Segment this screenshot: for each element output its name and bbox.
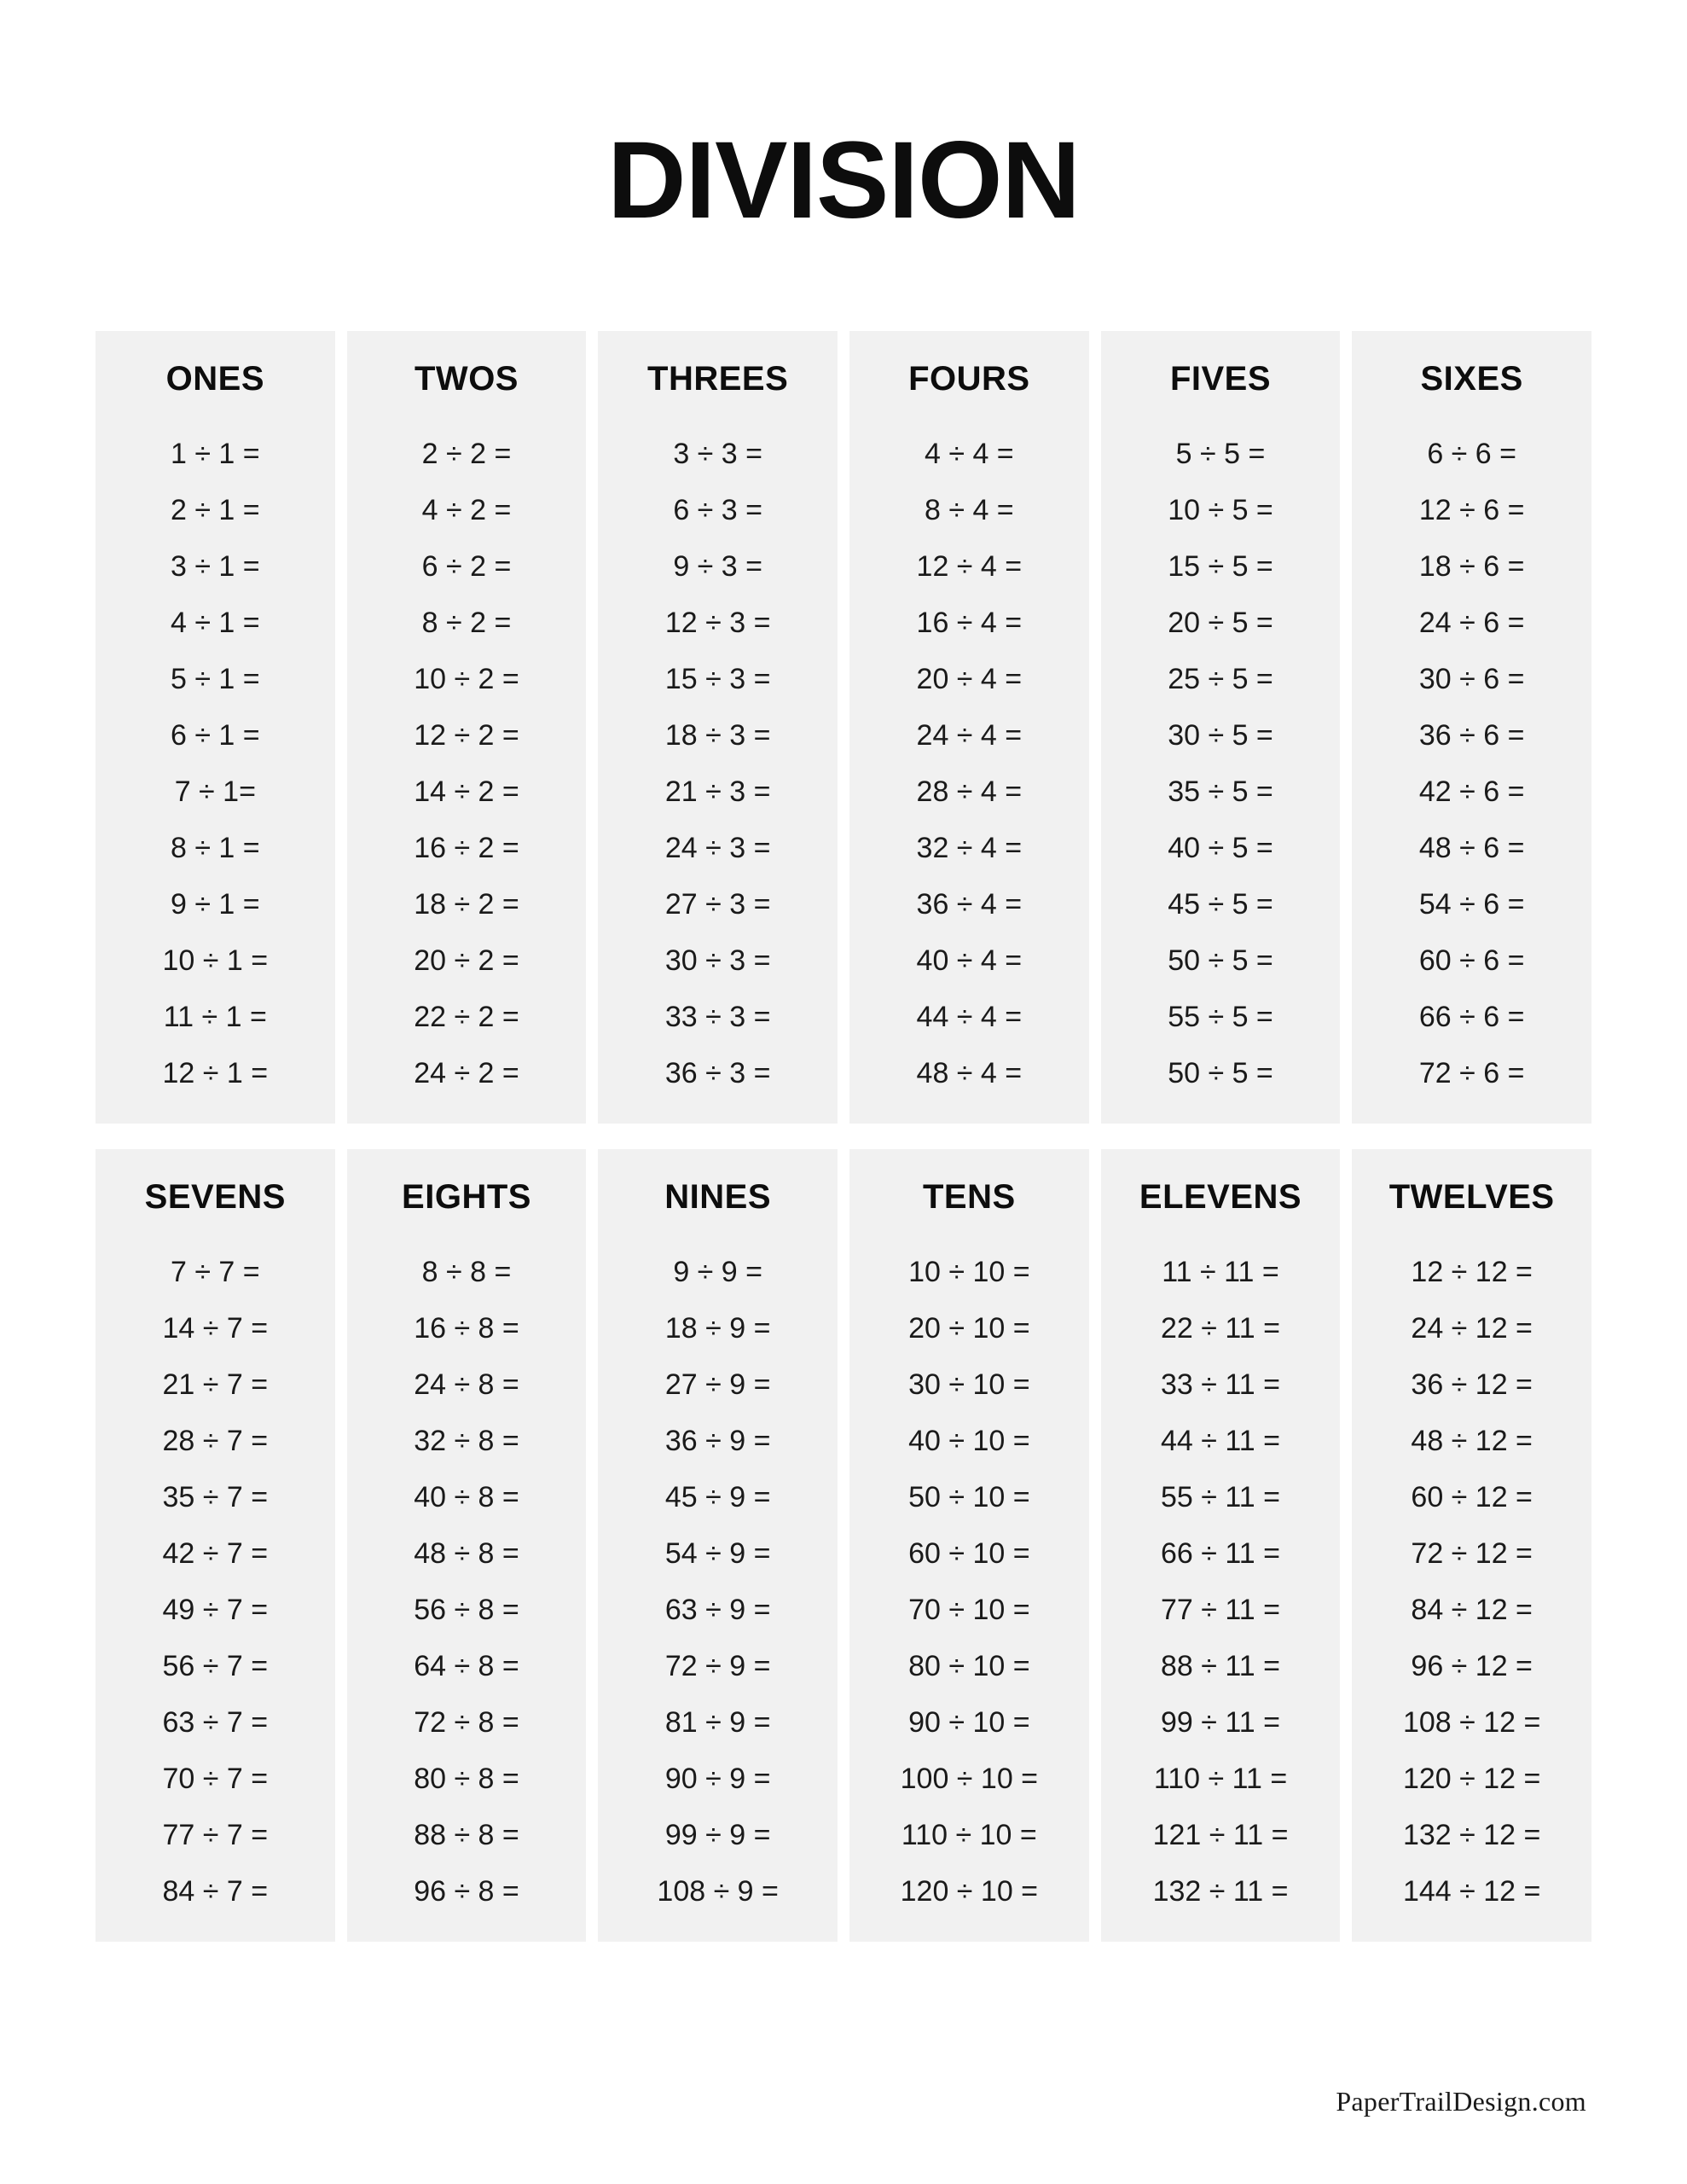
equation-item: 132 ÷ 12 = — [1402, 1819, 1541, 1851]
equation-item: 16 ÷ 4 = — [916, 607, 1023, 639]
equation-item: 20 ÷ 2 = — [414, 944, 519, 977]
equation-item: 7 ÷ 1= — [174, 775, 256, 808]
equation-item: 44 ÷ 11 = — [1161, 1425, 1280, 1457]
equation-item: 6 ÷ 1 = — [170, 719, 260, 752]
equation-list — [347, 439, 587, 1088]
equation-list — [1101, 1258, 1341, 1906]
equation-item: 40 ÷ 10 = — [908, 1425, 1030, 1457]
equation-list — [849, 439, 1089, 1088]
equation-item: 3 ÷ 3 = — [673, 438, 762, 470]
equation-item: 35 ÷ 7 = — [162, 1481, 269, 1513]
column-row-top — [0, 331, 1687, 1124]
equation-item: 20 ÷ 4 = — [916, 663, 1023, 695]
equation-item: 108 ÷ 9 = — [657, 1875, 779, 1908]
equation-item: 12 ÷ 3 = — [664, 607, 771, 639]
equation-item: 60 ÷ 6 = — [1418, 944, 1525, 977]
equation-list — [849, 1258, 1089, 1906]
equation-item: 90 ÷ 10 = — [908, 1706, 1030, 1739]
equation-item: 70 ÷ 10 = — [908, 1594, 1030, 1626]
equation-item: 20 ÷ 10 = — [908, 1312, 1030, 1345]
equation-item: 2 ÷ 1 = — [170, 494, 260, 526]
equation-item: 45 ÷ 9 = — [664, 1481, 771, 1513]
column-heading: TWELVES — [1388, 1178, 1555, 1216]
equation-item: 2 ÷ 2 = — [421, 438, 512, 470]
column-sixes — [1352, 331, 1591, 1124]
column-tens — [849, 1149, 1089, 1942]
equation-item: 81 ÷ 9 = — [664, 1706, 771, 1739]
equation-item: 8 ÷ 4 = — [924, 494, 1014, 526]
equation-item: 22 ÷ 11 = — [1161, 1312, 1280, 1345]
equation-item: 66 ÷ 11 = — [1161, 1537, 1280, 1570]
equation-item: 50 ÷ 10 = — [908, 1481, 1030, 1513]
equation-list — [96, 439, 335, 1088]
equation-item: 70 ÷ 7 = — [162, 1763, 269, 1795]
column-heading: ONES — [165, 360, 264, 398]
column-heading: FIVES — [1169, 360, 1272, 398]
equation-item: 12 ÷ 6 = — [1418, 494, 1525, 526]
equation-item: 72 ÷ 8 = — [414, 1706, 519, 1739]
equation-item: 50 ÷ 5 = — [1168, 944, 1273, 977]
equation-list — [1101, 439, 1341, 1088]
equation-item: 27 ÷ 3 = — [664, 888, 771, 921]
equation-item: 30 ÷ 3 = — [664, 944, 771, 977]
equation-item: 32 ÷ 4 = — [916, 832, 1023, 864]
equation-item: 72 ÷ 12 = — [1411, 1537, 1533, 1570]
equation-item: 28 ÷ 4 = — [916, 775, 1023, 808]
equation-item: 24 ÷ 6 = — [1418, 607, 1525, 639]
equation-item: 33 ÷ 3 = — [664, 1001, 771, 1033]
equation-item: 12 ÷ 4 = — [916, 550, 1023, 583]
equation-item: 5 ÷ 5 = — [1175, 438, 1266, 470]
equation-item: 50 ÷ 5 = — [1168, 1057, 1273, 1089]
equation-item: 100 ÷ 10 = — [900, 1763, 1039, 1795]
equation-item: 11 ÷ 1 = — [163, 1001, 267, 1033]
equation-item: 7 ÷ 7 = — [170, 1256, 260, 1288]
equation-item: 24 ÷ 4 = — [916, 719, 1023, 752]
equation-item: 121 ÷ 11 = — [1152, 1819, 1289, 1851]
equation-item: 60 ÷ 12 = — [1411, 1481, 1533, 1513]
equation-item: 3 ÷ 1 = — [170, 550, 260, 583]
equation-item: 10 ÷ 2 = — [414, 663, 519, 695]
equation-item: 48 ÷ 12 = — [1411, 1425, 1533, 1457]
equation-item: 72 ÷ 9 = — [664, 1650, 771, 1682]
equation-item: 108 ÷ 12 = — [1402, 1706, 1541, 1739]
equation-item: 36 ÷ 6 = — [1418, 719, 1525, 752]
equation-item: 21 ÷ 7 = — [162, 1368, 269, 1401]
column-heading: TWOS — [415, 360, 519, 398]
equation-item: 12 ÷ 12 = — [1411, 1256, 1533, 1288]
equation-item: 99 ÷ 9 = — [664, 1819, 771, 1851]
equation-item: 60 ÷ 10 = — [908, 1537, 1030, 1570]
equation-item: 49 ÷ 7 = — [162, 1594, 269, 1626]
column-heading: NINES — [664, 1178, 772, 1216]
equation-item: 30 ÷ 5 = — [1168, 719, 1273, 752]
equation-item: 11 ÷ 11 = — [1162, 1256, 1279, 1288]
equation-item: 88 ÷ 11 = — [1161, 1650, 1280, 1682]
equation-item: 42 ÷ 7 = — [162, 1537, 269, 1570]
column-heading: TENS — [922, 1178, 1016, 1216]
equation-list — [1352, 1258, 1591, 1906]
equation-item: 24 ÷ 12 = — [1411, 1312, 1533, 1345]
equation-item: 8 ÷ 8 = — [421, 1256, 512, 1288]
equation-item: 33 ÷ 11 = — [1161, 1368, 1280, 1401]
equation-item: 84 ÷ 12 = — [1411, 1594, 1533, 1626]
equation-item: 99 ÷ 11 = — [1161, 1706, 1280, 1739]
equation-item: 55 ÷ 11 = — [1161, 1481, 1280, 1513]
equation-item: 96 ÷ 8 = — [414, 1875, 519, 1908]
equation-item: 36 ÷ 3 = — [664, 1057, 771, 1089]
equation-item: 40 ÷ 8 = — [414, 1481, 519, 1513]
column-heading: FOURS — [908, 360, 1030, 398]
equation-item: 54 ÷ 6 = — [1418, 888, 1525, 921]
column-twos — [347, 331, 587, 1124]
equation-item: 18 ÷ 3 = — [664, 719, 771, 752]
site-credit: PaperTrailDesign.com — [1336, 2086, 1586, 2117]
equation-item: 9 ÷ 1 = — [170, 888, 260, 921]
equation-item: 120 ÷ 12 = — [1402, 1763, 1541, 1795]
equation-item: 16 ÷ 2 = — [414, 832, 519, 864]
equation-item: 25 ÷ 5 = — [1168, 663, 1273, 695]
equation-item: 36 ÷ 9 = — [664, 1425, 771, 1457]
equation-item: 110 ÷ 10 = — [901, 1819, 1037, 1851]
equation-item: 42 ÷ 6 = — [1418, 775, 1525, 808]
equation-item: 6 ÷ 3 = — [673, 494, 762, 526]
equation-item: 32 ÷ 8 = — [414, 1425, 519, 1457]
equation-item: 48 ÷ 8 = — [414, 1537, 519, 1570]
equation-list — [598, 1258, 838, 1906]
equation-item: 35 ÷ 5 = — [1168, 775, 1273, 808]
column-nines — [598, 1149, 838, 1942]
equation-item: 54 ÷ 9 = — [664, 1537, 771, 1570]
column-eights — [347, 1149, 587, 1942]
column-row-bottom — [0, 1149, 1687, 1942]
equation-item: 48 ÷ 6 = — [1418, 832, 1525, 864]
equation-item: 56 ÷ 7 = — [162, 1650, 269, 1682]
equation-item: 80 ÷ 8 = — [414, 1763, 519, 1795]
equation-item: 63 ÷ 9 = — [664, 1594, 771, 1626]
column-heading: ELEVENS — [1139, 1178, 1302, 1216]
page-title: DIVISION — [607, 119, 1080, 241]
equation-item: 144 ÷ 12 = — [1402, 1875, 1541, 1908]
equation-item: 18 ÷ 2 = — [414, 888, 519, 921]
equation-item: 10 ÷ 10 = — [908, 1256, 1030, 1288]
equation-item: 16 ÷ 8 = — [414, 1312, 519, 1345]
equation-item: 88 ÷ 8 = — [414, 1819, 519, 1851]
equation-item: 4 ÷ 1 = — [170, 607, 260, 639]
column-heading: EIGHTS — [402, 1178, 531, 1216]
equation-item: 96 ÷ 12 = — [1411, 1650, 1533, 1682]
equation-item: 10 ÷ 1 = — [162, 944, 269, 977]
column-sevens — [96, 1149, 335, 1942]
equation-item: 8 ÷ 2 = — [421, 607, 512, 639]
column-elevens — [1101, 1149, 1341, 1942]
equation-item: 18 ÷ 9 = — [664, 1312, 771, 1345]
equation-item: 27 ÷ 9 = — [664, 1368, 771, 1401]
equation-item: 36 ÷ 4 = — [916, 888, 1023, 921]
equation-item: 4 ÷ 4 = — [924, 438, 1014, 470]
equation-item: 72 ÷ 6 = — [1418, 1057, 1525, 1089]
equation-item: 15 ÷ 3 = — [664, 663, 771, 695]
equation-item: 80 ÷ 10 = — [908, 1650, 1030, 1682]
equation-item: 36 ÷ 12 = — [1411, 1368, 1533, 1401]
equation-item: 6 ÷ 6 = — [1427, 438, 1517, 470]
equation-item: 18 ÷ 6 = — [1418, 550, 1525, 583]
equation-item: 44 ÷ 4 = — [916, 1001, 1023, 1033]
column-twelves — [1352, 1149, 1591, 1942]
equation-item: 90 ÷ 9 = — [664, 1763, 771, 1795]
equation-item: 63 ÷ 7 = — [162, 1706, 269, 1739]
equation-item: 14 ÷ 2 = — [414, 775, 519, 808]
equation-item: 55 ÷ 5 = — [1168, 1001, 1273, 1033]
equation-item: 110 ÷ 11 = — [1153, 1763, 1288, 1795]
equation-item: 28 ÷ 7 = — [162, 1425, 269, 1457]
column-heading: THREES — [647, 360, 789, 398]
equation-item: 6 ÷ 2 = — [421, 550, 512, 583]
equation-item: 10 ÷ 5 = — [1168, 494, 1273, 526]
column-threes — [598, 331, 838, 1124]
equation-item: 48 ÷ 4 = — [916, 1057, 1023, 1089]
equation-item: 20 ÷ 5 = — [1168, 607, 1273, 639]
equation-item: 24 ÷ 8 = — [414, 1368, 519, 1401]
equation-list — [96, 1258, 335, 1906]
equation-item: 21 ÷ 3 = — [664, 775, 771, 808]
equation-item: 30 ÷ 6 = — [1418, 663, 1525, 695]
equation-item: 1 ÷ 1 = — [170, 438, 260, 470]
equation-item: 77 ÷ 11 = — [1161, 1594, 1280, 1626]
column-heading: SIXES — [1420, 360, 1523, 398]
equation-item: 4 ÷ 2 = — [421, 494, 512, 526]
equation-item: 30 ÷ 10 = — [908, 1368, 1030, 1401]
column-ones — [96, 331, 335, 1124]
column-fours — [849, 331, 1089, 1124]
equation-item: 12 ÷ 1 = — [162, 1057, 269, 1089]
column-fives — [1101, 331, 1341, 1124]
equation-list — [1352, 439, 1591, 1088]
equation-item: 14 ÷ 7 = — [162, 1312, 269, 1345]
equation-item: 64 ÷ 8 = — [414, 1650, 519, 1682]
equation-item: 5 ÷ 1 = — [170, 663, 260, 695]
equation-item: 24 ÷ 3 = — [664, 832, 771, 864]
equation-item: 120 ÷ 10 = — [900, 1875, 1039, 1908]
equation-item: 56 ÷ 8 = — [414, 1594, 519, 1626]
column-heading: SEVENS — [144, 1178, 286, 1216]
equation-item: 77 ÷ 7 = — [162, 1819, 269, 1851]
equation-item: 132 ÷ 11 = — [1152, 1875, 1289, 1908]
equation-item: 8 ÷ 1 = — [170, 832, 260, 864]
equation-item: 22 ÷ 2 = — [414, 1001, 519, 1033]
equation-item: 66 ÷ 6 = — [1418, 1001, 1525, 1033]
equation-item: 45 ÷ 5 = — [1168, 888, 1273, 921]
equation-item: 12 ÷ 2 = — [414, 719, 519, 752]
equation-item: 40 ÷ 5 = — [1168, 832, 1273, 864]
equation-item: 40 ÷ 4 = — [916, 944, 1023, 977]
equation-item: 9 ÷ 9 = — [673, 1256, 762, 1288]
equation-item: 9 ÷ 3 = — [673, 550, 762, 583]
equation-list — [598, 439, 838, 1088]
equation-item: 24 ÷ 2 = — [414, 1057, 519, 1089]
equation-item: 84 ÷ 7 = — [162, 1875, 269, 1908]
equation-item: 15 ÷ 5 = — [1168, 550, 1273, 583]
equation-list — [347, 1258, 587, 1906]
